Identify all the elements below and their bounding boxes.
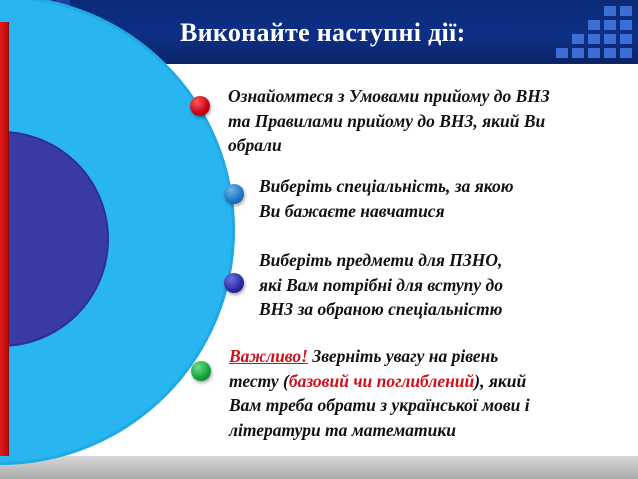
red-side-strip (0, 22, 9, 456)
slide-title: Виконайте наступні дії: (180, 18, 466, 47)
step-4-line-1-rest: Зверніть увагу на рівень (307, 346, 499, 366)
step-1-text (228, 84, 628, 158)
important-label: Важливо! (229, 346, 308, 366)
navy-bullet-icon (224, 273, 244, 293)
level-highlight: базовий чи поглиблений (288, 370, 475, 391)
blue-bullet-icon (224, 184, 244, 204)
step-2-line-2: Ви бажаєте навчатися (259, 200, 445, 221)
step-4-line-4: літератури та математики (229, 419, 456, 440)
step-3-line-3: ВНЗ за обраною спеціальністю (259, 299, 503, 319)
step-1-line-2: та Правилами прийому до ВНЗ, який Ви (228, 110, 546, 131)
step-4-line-2 (229, 369, 629, 394)
red-bullet-icon (190, 96, 210, 116)
step-2-line-1: Виберіть спеціальність, за якою (259, 176, 514, 196)
step-3-line-2: які Вам потрібні для вступу до (259, 274, 503, 295)
step-1-line-1: Ознайомтеся з Умовами прийому до ВНЗ (228, 86, 550, 106)
step-3-line-1: Виберіть предмети для ПЗНО, (259, 250, 503, 270)
step-4-line-1 (229, 344, 629, 369)
step-4-line-2-start: тесту ( (229, 370, 289, 391)
step-3-text (259, 248, 619, 322)
step-4-text (229, 344, 629, 442)
bottom-band (0, 456, 638, 479)
step-4-line-2-end: ), який (474, 370, 527, 391)
step-1-line-3: обрали (228, 135, 282, 155)
green-bullet-icon (191, 361, 211, 381)
step-4-line-3: Вам треба обрати з української мови і (229, 395, 530, 415)
step-2-text (259, 174, 619, 223)
